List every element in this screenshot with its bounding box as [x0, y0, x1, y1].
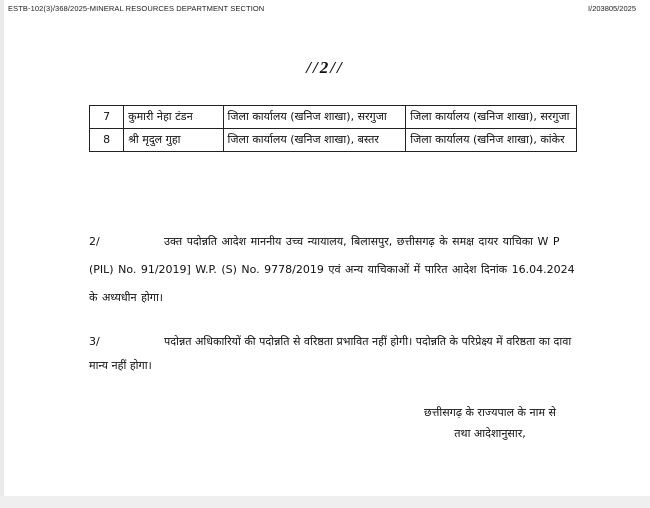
document-id-header: I/203805/2025 [588, 4, 636, 13]
paragraph-number: 2/ [89, 235, 100, 248]
current-posting-cell: जिला कार्यालय (खनिज शाखा), सरगुजा [223, 106, 406, 129]
officer-name-cell: कुमारी नेहा टंडन [124, 106, 223, 129]
table-row [90, 129, 577, 152]
new-posting-cell: जिला कार्यालय (खनिज शाखा), कांकेर [406, 129, 577, 152]
serial-number-cell: 8 [90, 129, 124, 152]
paragraph-3 [89, 330, 577, 378]
transfer-table [89, 105, 577, 152]
signature-line-2: तथा आदेशानुसार, [454, 427, 526, 440]
signature-block [390, 402, 590, 444]
serial-number-cell: 7 [90, 106, 124, 129]
table-row [90, 106, 577, 129]
signature-line-1: छत्तीसगढ़ के राज्यपाल के नाम से [424, 406, 556, 419]
paragraph-text: उक्त पदोन्नति आदेश माननीय उच्च न्यायालय, बिलासपुर, छत्तीसगढ़ के समक्ष दायर याचिका W P (PIL) No. 91/2019] W.P. (S) No. 9778/2019 एवं अन्य याचिकाओं में पारित आदेश दिनांक 16.04.2024 के अध्यधीन होगा। [89, 235, 575, 304]
page-number-marker: //2// [306, 58, 344, 77]
current-posting-cell: जिला कार्यालय (खनिज शाखा), बस्तर [223, 129, 406, 152]
file-reference-header: ESTB-102(3)/368/2025-MINERAL RESOURCES DEPARTMENT SECTION [8, 4, 265, 13]
scan-edge-bottom [0, 496, 650, 508]
paragraph-text: पदोन्नत अधिकारियों की पदोन्नति से वरिष्ठता प्रभावित नहीं होगी। पदोन्नति के परिप्रेक्ष्य में वरिष्ठता का दावा मान्य नहीं होगा। [89, 335, 572, 372]
paragraph-2 [89, 228, 577, 312]
new-posting-cell: जिला कार्यालय (खनिज शाखा), सरगुजा [406, 106, 577, 129]
officer-name-cell: श्री मृदुल गुहा [124, 129, 223, 152]
paragraph-number: 3/ [89, 335, 100, 348]
